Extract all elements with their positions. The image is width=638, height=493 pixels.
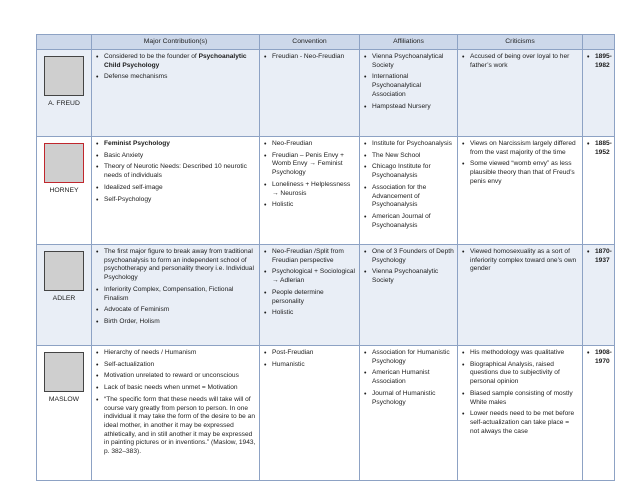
contribution-item <box>104 306 256 315</box>
years-cell <box>583 50 615 137</box>
years-list <box>583 346 614 366</box>
contribution-text: Hierarchy of needs / Humanism <box>104 349 197 356</box>
affiliations-item: • Association for Humanistic Psychology <box>372 349 454 366</box>
affiliations-item: • The New School <box>372 152 454 161</box>
affiliations-item: • American Journal of Psychoanalysis <box>372 213 454 230</box>
contribution-item <box>104 184 256 193</box>
contribution-cell <box>92 50 260 137</box>
convention-cell <box>260 137 360 245</box>
criticisms-item: • Viewed homosexuality as a sort of inferiority complex toward one’s own gender <box>470 248 579 274</box>
convention-list <box>260 245 359 318</box>
person-name: A. FREUD <box>48 100 80 107</box>
years-list <box>583 245 614 265</box>
contribution-item <box>104 286 256 303</box>
header-criticisms: Criticisms <box>458 35 583 50</box>
affiliations-item: • One of 3 Founders of Depth Psychology <box>372 248 454 265</box>
criticisms-list <box>458 137 582 187</box>
contribution-item <box>104 163 256 180</box>
affiliations-item: • Chicago Institute for Psychoanalysis <box>372 163 454 180</box>
criticisms-list <box>458 346 582 436</box>
table-row <box>37 245 615 346</box>
years-cell <box>583 245 615 346</box>
contribution-list <box>92 346 259 457</box>
header-portrait <box>37 35 92 50</box>
person-name: HORNEY <box>49 187 79 194</box>
convention-item: • Post-Freudian <box>272 349 356 358</box>
contribution-item <box>104 396 256 457</box>
affiliations-item: • Hampstead Nursery <box>372 103 454 112</box>
contribution-item <box>104 349 256 358</box>
criticisms-cell <box>458 50 583 137</box>
years-cell <box>583 137 615 245</box>
comparison-table <box>36 34 615 481</box>
contribution-text: Birth Order, Holism <box>104 317 160 325</box>
contribution-item <box>104 73 256 82</box>
header-row <box>37 35 615 50</box>
header-convention: Convention <box>260 35 360 50</box>
contribution-list <box>92 137 259 204</box>
contribution-text: Advocate of Feminism <box>104 306 170 314</box>
contribution-item <box>104 248 256 283</box>
affiliations-item: • Institute for Psychoanalysis <box>372 140 454 149</box>
table-row <box>37 137 615 245</box>
contribution-item <box>104 361 256 370</box>
convention-cell <box>260 346 360 481</box>
affiliations-item: • Vienna Psychoanalytic Society <box>372 268 454 285</box>
contribution-text: Idealized self-image <box>104 183 163 191</box>
contribution-text: Basic Anxiety <box>104 151 144 159</box>
years-list <box>583 137 614 157</box>
convention-item: • Humanistic <box>272 361 356 370</box>
name-cell <box>37 137 92 245</box>
contribution-text: Defense mechanisms <box>104 73 168 81</box>
contribution-item <box>104 318 256 327</box>
criticisms-item: • Some viewed “womb envy” as less plausible theory than that of Freud’s penis envy <box>470 160 579 186</box>
affiliations-cell <box>360 137 458 245</box>
contribution-list <box>92 50 259 82</box>
years-cell <box>583 346 615 481</box>
convention-item: • Loneliness + Helplessness → Neurosis <box>272 181 356 198</box>
criticisms-item: • Biographical Analysis, raised questions due to subjectivity of personal opinion <box>470 361 579 387</box>
contribution-item <box>104 140 256 149</box>
convention-list <box>260 137 359 210</box>
years-item: • 1908- 1970 <box>595 349 611 366</box>
person-name: MASLOW <box>48 396 80 403</box>
table-row <box>37 346 615 481</box>
years-item: • 1895- 1982 <box>595 53 611 70</box>
convention-list <box>260 50 359 62</box>
portrait-photo <box>44 56 84 96</box>
convention-list <box>260 346 359 369</box>
header-affiliations: Affiliations <box>360 35 458 50</box>
contribution-text: Self-Psychology <box>104 195 152 203</box>
convention-item: • Neo-Freudian <box>272 140 356 149</box>
contribution-bold-text: Feminist Psychology <box>104 140 170 147</box>
contribution-text: Inferiority Complex, Compensation, Fictional Finalism <box>104 285 234 302</box>
contribution-item <box>104 372 256 381</box>
portrait-photo <box>44 352 84 392</box>
contribution-item <box>104 384 256 393</box>
affiliations-cell <box>360 245 458 346</box>
criticisms-item: • Accused of being over loyal to her father’s work <box>470 53 579 70</box>
convention-item: • Freudian - Neo-Freudian <box>272 53 356 62</box>
affiliations-list <box>360 346 457 407</box>
contribution-text: Considered to be the founder of <box>104 53 199 60</box>
contribution-text: Motivation unrelated to reward or unconscious <box>104 372 239 380</box>
convention-item: • Freudian – Penis Envy + Womb Envy → Feminist Psychology <box>272 152 356 178</box>
convention-item: • Holistic <box>272 309 356 318</box>
affiliations-item: • Vienna Psychoanalytical Society <box>372 53 454 70</box>
comparison-table-slide <box>36 34 614 479</box>
affiliations-list <box>360 245 457 286</box>
name-cell <box>37 50 92 137</box>
contribution-item <box>104 53 256 70</box>
criticisms-cell <box>458 346 583 481</box>
criticisms-cell <box>458 137 583 245</box>
name-cell <box>37 245 92 346</box>
years-list <box>583 50 614 70</box>
convention-item: • Holistic <box>272 201 356 210</box>
criticisms-item: • Views on Narcissism largely differed from the vast majority of the time <box>470 140 579 157</box>
affiliations-item: • American Humanist Association <box>372 369 454 386</box>
contribution-cell <box>92 245 260 346</box>
convention-item: • Neo-Freudian /Split from Freudian perspective <box>272 248 356 265</box>
contribution-item <box>104 196 256 205</box>
criticisms-cell <box>458 245 583 346</box>
years-item: • 1870- 1937 <box>595 248 611 265</box>
affiliations-cell <box>360 346 458 481</box>
convention-cell <box>260 245 360 346</box>
years-item: • 1885- 1952 <box>595 140 611 157</box>
contribution-list <box>92 245 259 327</box>
contribution-item <box>104 152 256 161</box>
contribution-text: The first major figure to break away from traditional psychoanalysis to form an independent school of psychotherapy and personality theory i.e. Individual Psychology <box>104 248 254 282</box>
criticisms-list <box>458 245 582 274</box>
affiliations-list <box>360 50 457 111</box>
header-contribution: Major Contribution(s) <box>92 35 260 50</box>
affiliations-item: • Association for the Advancement of Psychoanalysis <box>372 184 454 210</box>
contribution-text: “The specific form that these needs will take will of course vary greatly from person to person. In one individual it may take the form of the desire to be an ideal mother, in another it may be expressed athletically, and in still another it may be expressed in painting pictures or in inventions.” (Maslow, 1943, p. 382–383). <box>104 395 256 456</box>
contribution-cell <box>92 137 260 245</box>
affiliations-item: • Journal of Humanistic Psychology <box>372 390 454 407</box>
person-name: ADLER <box>52 295 76 302</box>
convention-item: • Psychological + Sociological → Adlerian <box>272 268 356 285</box>
convention-cell <box>260 50 360 137</box>
affiliations-item: • International Psychoanalytical Association <box>372 73 454 99</box>
affiliations-cell <box>360 50 458 137</box>
portrait-photo <box>44 251 84 291</box>
contribution-text: Lack of basic needs when unmet = Motivation <box>104 384 238 392</box>
contribution-bold-text: Psychoanalytic Child Psychology <box>104 53 247 69</box>
contribution-text: Theory of Neurotic Needs: Described 10 neurotic needs of individuals <box>104 163 247 180</box>
criticisms-item: • Biased sample consisting of mostly White males <box>470 390 579 407</box>
criticisms-item: • His methodology was qualitative <box>470 349 579 358</box>
affiliations-list <box>360 137 457 230</box>
contribution-text: Self-actualization <box>104 360 155 368</box>
portrait-photo <box>44 143 84 183</box>
convention-item: • People determine personality <box>272 289 356 306</box>
name-cell <box>37 346 92 481</box>
criticisms-item: • Lower needs need to be met before self-actualization can take place = not always the case <box>470 410 579 436</box>
criticisms-list <box>458 50 582 70</box>
table-row <box>37 50 615 137</box>
contribution-cell <box>92 346 260 481</box>
header-years <box>583 35 615 50</box>
